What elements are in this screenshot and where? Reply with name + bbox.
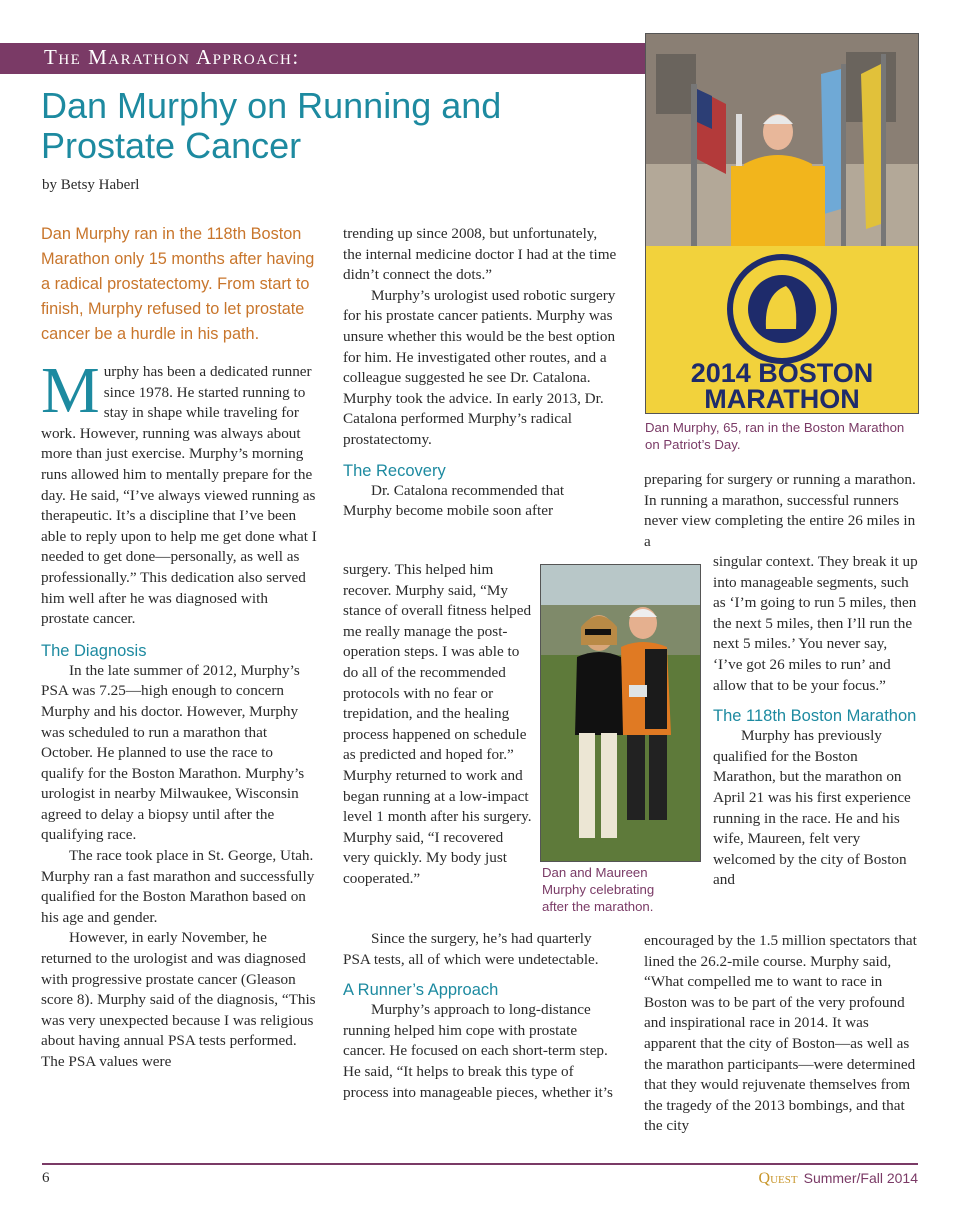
paragraph: trending up since 2008, but unfortunately, the internal medicine doctor I had at the time didn’t connect the dots.” xyxy=(343,225,617,284)
heading-diagnosis: The Diagnosis xyxy=(41,641,147,660)
couple-photo-caption: Dan and Maureen Murphy celebrating after the marathon. xyxy=(542,865,655,914)
column-2-lower xyxy=(343,929,619,1103)
lead-paragraph: Dan Murphy ran in the 118th Boston Marathon only 15 months after having a radical prostatectomy. From start to finish, Murphy refused to let prostate cancer be a hurdle in his path. xyxy=(41,225,315,343)
column-3-wrapped xyxy=(713,552,919,891)
column-3-lower xyxy=(644,931,920,1137)
heading-118th: The 118th Boston Marathon xyxy=(713,707,917,726)
section-banner-title: The Marathon Approach: xyxy=(44,45,300,69)
paragraph: In the late summer of 2012, Murphy’s PSA was 7.25—high enough to concern Murphy and his doctor. However, Murphy was scheduled to run a marathon that October. He planned to use the race to qualify for the Boston Marathon. Murphy’s urologist in nearby Milwaukee, Wisconsin agreed to delay a biopsy until after the qualifying race. xyxy=(41,661,305,844)
couple-photo xyxy=(540,564,701,862)
issue-label: Summer/Fall 2014 xyxy=(803,1170,918,1186)
paragraph: Dr. Catalona recommended that Murphy become mobile soon after xyxy=(343,481,565,520)
heading-recovery: The Recovery xyxy=(343,461,446,480)
page-number: 6 xyxy=(42,1170,50,1186)
column-2 xyxy=(343,224,619,522)
paragraph: singular context. They break it up into manageable segments, such as ‘I’m going to run 5 miles, then the next 5 miles, then I’ll run the next 5 miles.’ You never say, ‘I’ve got 26 miles to run’ and allow that to be your focus.” xyxy=(713,553,918,694)
heading-runners-approach: A Runner’s Approach xyxy=(343,981,499,1000)
paragraph: Since the surgery, he’s had quarterly PSA tests, all of which were undetectable. xyxy=(343,930,599,968)
paragraph: Murphy’s approach to long-distance running helped him cope with prostate cancer. He focused on each short-term step. He said, “It helps to break this type of process into manageable pieces, whether it’s xyxy=(343,1001,613,1101)
marathon-photo-illustration xyxy=(646,34,918,413)
intro-text: urphy has been a dedicated runner since 1978. He started running to stay in shape while traveling for work. However, running was always about more than just exercise. Murphy’s morning runs allowed him to mentally prepare for the day. He said, “I’ve always viewed running as therapeutic. It’s a discipline that I’ve been able to reply upon to help me get done what I needed to get done—personally, as well as professionally.” This dedication also served him well after he was diagnosed with prostate cancer. xyxy=(41,363,317,628)
column-1 xyxy=(41,354,317,1073)
main-photo-caption: Dan Murphy, 65, ran in the Boston Marathon on Patriot’s Day. xyxy=(645,420,905,452)
paragraph: preparing for surgery or running a marathon. In running a marathon, successful runners never view completing the entire 26 miles in a xyxy=(644,471,916,550)
byline: by Betsy Haberl xyxy=(42,177,140,193)
marathon-photo xyxy=(645,33,919,414)
paragraph: However, in early November, he returned to the urologist and was diagnosed with progressive prostate cancer (Gleason score 8). Murphy said of the diagnosis, “This was very unexpected because I was religious about having annual PSA tests performed. The PSA values were xyxy=(41,929,316,1070)
footer-publication xyxy=(759,1170,918,1188)
couple-photo-illustration xyxy=(541,565,700,861)
column-3-top xyxy=(644,470,920,552)
sign-line-2: MARATHON xyxy=(704,384,860,414)
article-title: Dan Murphy on Running and Prostate Cancer xyxy=(41,85,502,166)
drop-cap: M xyxy=(41,354,100,427)
sign-line-1: 2014 BOSTON xyxy=(690,358,874,388)
paragraph: surgery. This helped him recover. Murphy said, “My stance of overall fitness helped me really manage the post-operation steps. I was able to do all of the recommended protocols with no fear or trepidation, and the healing process happened on schedule as predicted and hoped for.” Murphy returned to work and began running at a low-impact level 1 month after his surgery. Murphy said, “I recovered very quickly. My body just cooperated.” xyxy=(343,561,532,887)
intro-paragraph xyxy=(41,354,317,630)
column-2-wrapped xyxy=(343,560,533,890)
footer-rule xyxy=(42,1163,918,1165)
publication-name: Quest xyxy=(758,1170,798,1187)
paragraph: Murphy’s urologist used robotic surgery for his prostate cancer patients. Murphy was unsure whether this would be the best option for him. He investigated other routes, and a colleague suggested he see Dr. Catalona. Murphy took the advice. In early 2013, Dr. Catalona performed Murphy’s radical prostatectomy. xyxy=(343,286,616,448)
paragraph: encouraged by the 1.5 million spectators that lined the 26.2-mile course. Murphy said, “What compelled me to want to race in Boston was to be part of the very profound and inspirational race in 2014. It was apparent that the city of Boston—as well as the marathon participants—were determined that they would rejuvenate themselves from the tragedy of the 2013 bombings, and that the city xyxy=(644,932,917,1135)
paragraph: The race took place in St. George, Utah. Murphy ran a fast marathon and successfully qualified for the Boston Marathon based on his age and gender. xyxy=(41,847,315,926)
paragraph: Murphy has previously qualified for the Boston Marathon, but the marathon on April 21 was his first experience running in the race. He and his wife, Maureen, felt very welcomed by the city of Boston and xyxy=(713,727,911,889)
sign-lettering xyxy=(646,360,918,412)
